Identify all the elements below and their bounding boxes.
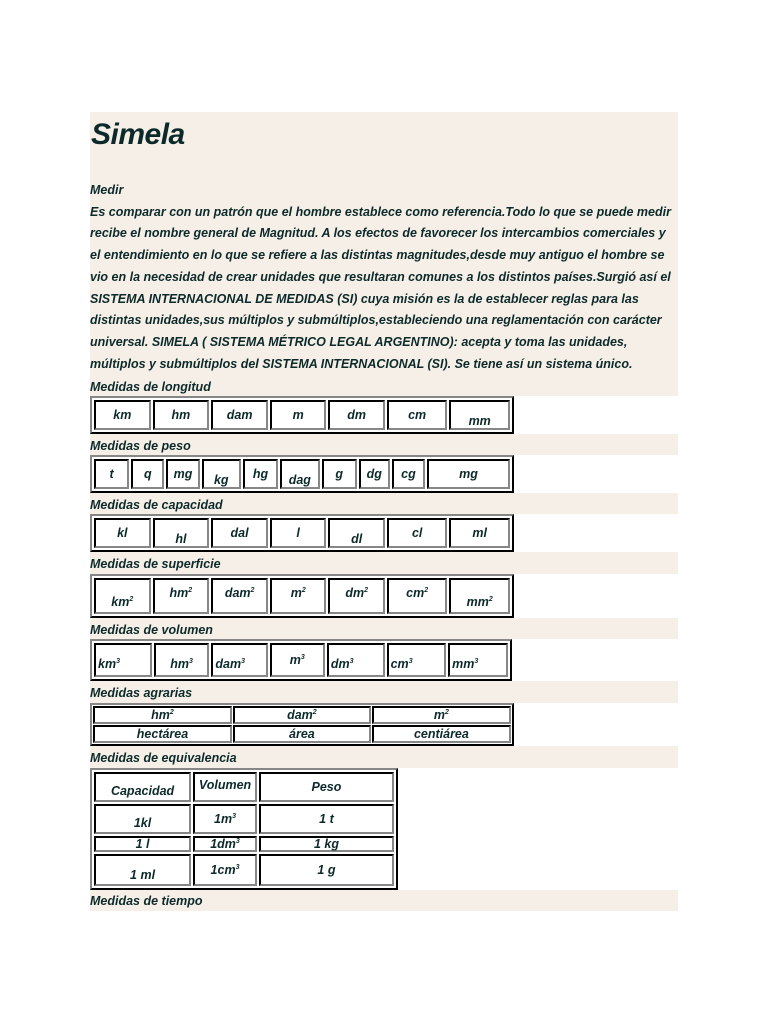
unit-label: dam <box>224 586 251 601</box>
unit-exponent: 3 <box>116 658 120 666</box>
section-heading-volumen: Medidas de volumen <box>90 618 678 639</box>
unit-label: 1dm <box>210 837 236 852</box>
table-cell: kl <box>94 518 151 548</box>
table-cell: mg <box>166 459 199 489</box>
unit-exponent: 2 <box>169 709 174 717</box>
unit-exponent: 3 <box>349 658 354 666</box>
table-cell: centiárea <box>372 725 511 743</box>
intro-paragraph <box>90 180 678 375</box>
table-cell: q <box>131 459 164 489</box>
table-cell <box>327 643 385 677</box>
table-peso <box>90 455 514 493</box>
table-cell: dam <box>211 400 268 430</box>
table-cell: dal <box>211 518 268 548</box>
table-cell: dag <box>280 459 319 489</box>
intro-line: vio en la necesidad de crear unidades que resultaran comunes a los distintos países.Surgió así el <box>90 269 671 284</box>
section-heading-capacidad: Medidas de capacidad <box>90 493 678 514</box>
table-header-cell: Peso <box>259 772 394 802</box>
unit-label: dm <box>330 657 350 672</box>
table-cell <box>448 643 508 677</box>
unit-label: hm <box>170 657 189 672</box>
unit-exponent: 3 <box>241 658 245 666</box>
table-header-cell: Capacidad <box>94 772 191 802</box>
unit-label: 1cm <box>210 863 236 878</box>
table-cell: cm <box>387 400 447 430</box>
table-cell: mm <box>449 400 510 430</box>
unit-exponent: 3 <box>235 864 240 872</box>
unit-label: hm <box>169 586 189 601</box>
table-capacidad <box>90 514 514 552</box>
table-agrarias <box>90 703 514 746</box>
table-cell: dm <box>328 400 385 430</box>
table-cell <box>449 578 510 614</box>
unit-label: dm <box>345 586 365 601</box>
table-cell <box>270 578 326 614</box>
unit-label: cm <box>390 657 409 672</box>
table-cell: km <box>94 400 151 430</box>
table-cell: cl <box>387 518 447 548</box>
unit-label: km <box>98 657 117 672</box>
intro-line: recibe el nombre general de Magnitud. A los efectos de favorecer los intercambios comerciales y <box>90 226 666 241</box>
table-cell <box>328 578 385 614</box>
table-cell: mg <box>427 459 510 489</box>
unit-label: m <box>289 653 301 668</box>
table-cell <box>153 578 210 614</box>
section-heading-superficie: Medidas de superficie <box>90 552 678 574</box>
table-cell: 1 g <box>259 854 394 886</box>
unit-label: km <box>111 595 130 610</box>
table-cell <box>387 578 447 614</box>
unit-label: cm <box>406 586 425 601</box>
table-cell: 1 t <box>259 804 394 834</box>
table-volumen <box>90 639 512 681</box>
unit-exponent: 2 <box>445 709 449 717</box>
table-cell <box>93 706 232 724</box>
unit-label: mm <box>452 657 475 672</box>
table-cell: 1 kg <box>259 836 394 852</box>
unit-exponent: 2 <box>250 587 255 595</box>
section-heading-longitud: Medidas de longitud <box>90 375 678 396</box>
unit-exponent: 3 <box>474 658 479 666</box>
unit-exponent: 3 <box>300 654 305 662</box>
table-cell: 1 ml <box>94 854 191 886</box>
intro-line: distintas unidades,sus múltiplos y submúltiplos,estableciendo una reglamentación con carácter <box>90 313 662 328</box>
unit-exponent: 3 <box>235 838 240 846</box>
unit-exponent: 2 <box>364 587 368 595</box>
table-equivalencia <box>90 768 398 890</box>
table-cell: hl <box>153 518 210 548</box>
intro-line: el entendimiento en lo que se refiere a las distintas magnitudes,desde muy antiguo el hombre se <box>90 248 665 263</box>
table-cell <box>193 836 257 852</box>
table-row <box>94 854 394 886</box>
table-superficie <box>90 574 514 618</box>
unit-exponent: 3 <box>188 658 193 666</box>
unit-exponent: 3 <box>232 813 236 821</box>
unit-exponent: 2 <box>301 587 306 595</box>
table-cell <box>211 643 267 677</box>
unit-label: m <box>290 586 302 601</box>
table-cell: cg <box>392 459 425 489</box>
intro-line: SISTEMA INTERNACIONAL DE MEDIDAS (SI) cuya misión es la de establecer reglas para las <box>90 291 639 306</box>
table-cell: 1kl <box>94 804 191 834</box>
table-cell: t <box>94 459 129 489</box>
page-title: Simela <box>90 112 678 180</box>
unit-label: 1m <box>214 812 233 827</box>
unit-exponent: 2 <box>312 709 317 717</box>
table-cell <box>387 643 447 677</box>
section-heading-tiempo: Medidas de tiempo <box>90 890 678 911</box>
table-cell: dl <box>328 518 385 548</box>
table-cell: kg <box>202 459 241 489</box>
unit-exponent: 2 <box>188 587 193 595</box>
table-cell: dg <box>359 459 390 489</box>
table-cell: 1 l <box>94 836 191 852</box>
table-longitud <box>90 396 514 434</box>
unit-label: dam <box>287 708 313 723</box>
intro-line: universal. SIMELA ( SISTEMA MÉTRICO LEGAL ARGENTINO): acepta y toma las unidades, <box>90 334 628 349</box>
document-page <box>90 112 678 911</box>
table-cell: g <box>322 459 357 489</box>
table-row <box>94 836 394 852</box>
unit-label: m <box>433 708 445 723</box>
table-cell <box>193 804 257 834</box>
table-cell <box>270 643 325 677</box>
section-heading-peso: Medidas de peso <box>90 434 678 455</box>
unit-label: hm <box>151 708 170 723</box>
intro-subtitle: Medir <box>90 183 124 197</box>
table-cell: área <box>233 725 371 743</box>
table-row <box>94 804 394 834</box>
intro-line: múltiplos y submúltiplos del SISTEMA INTERNACIONAL (SI). Se tiene así un sistema único. <box>90 356 633 371</box>
table-cell <box>94 643 152 677</box>
unit-exponent: 3 <box>408 658 413 666</box>
unit-label: dam <box>215 657 242 672</box>
unit-exponent: 2 <box>129 596 134 604</box>
table-cell: hm <box>153 400 210 430</box>
table-cell: hg <box>243 459 278 489</box>
table-header-cell: Volumen <box>193 772 257 802</box>
table-cell <box>233 706 371 724</box>
table-cell: m <box>270 400 326 430</box>
table-cell <box>211 578 268 614</box>
table-cell <box>372 706 511 724</box>
section-heading-agrarias: Medidas agrarias <box>90 681 678 703</box>
table-cell: hectárea <box>93 725 232 743</box>
table-cell: l <box>270 518 326 548</box>
unit-label: mm <box>466 595 489 610</box>
section-heading-equivalencia: Medidas de equivalencia <box>90 746 678 768</box>
unit-exponent: 2 <box>424 587 429 595</box>
intro-line: Es comparar con un patrón que el hombre establece como referencia.Todo lo que se puede medir <box>90 204 671 219</box>
table-cell <box>193 854 257 886</box>
table-cell: ml <box>449 518 510 548</box>
unit-exponent: 2 <box>488 596 493 604</box>
table-cell <box>154 643 210 677</box>
table-cell <box>94 578 151 614</box>
